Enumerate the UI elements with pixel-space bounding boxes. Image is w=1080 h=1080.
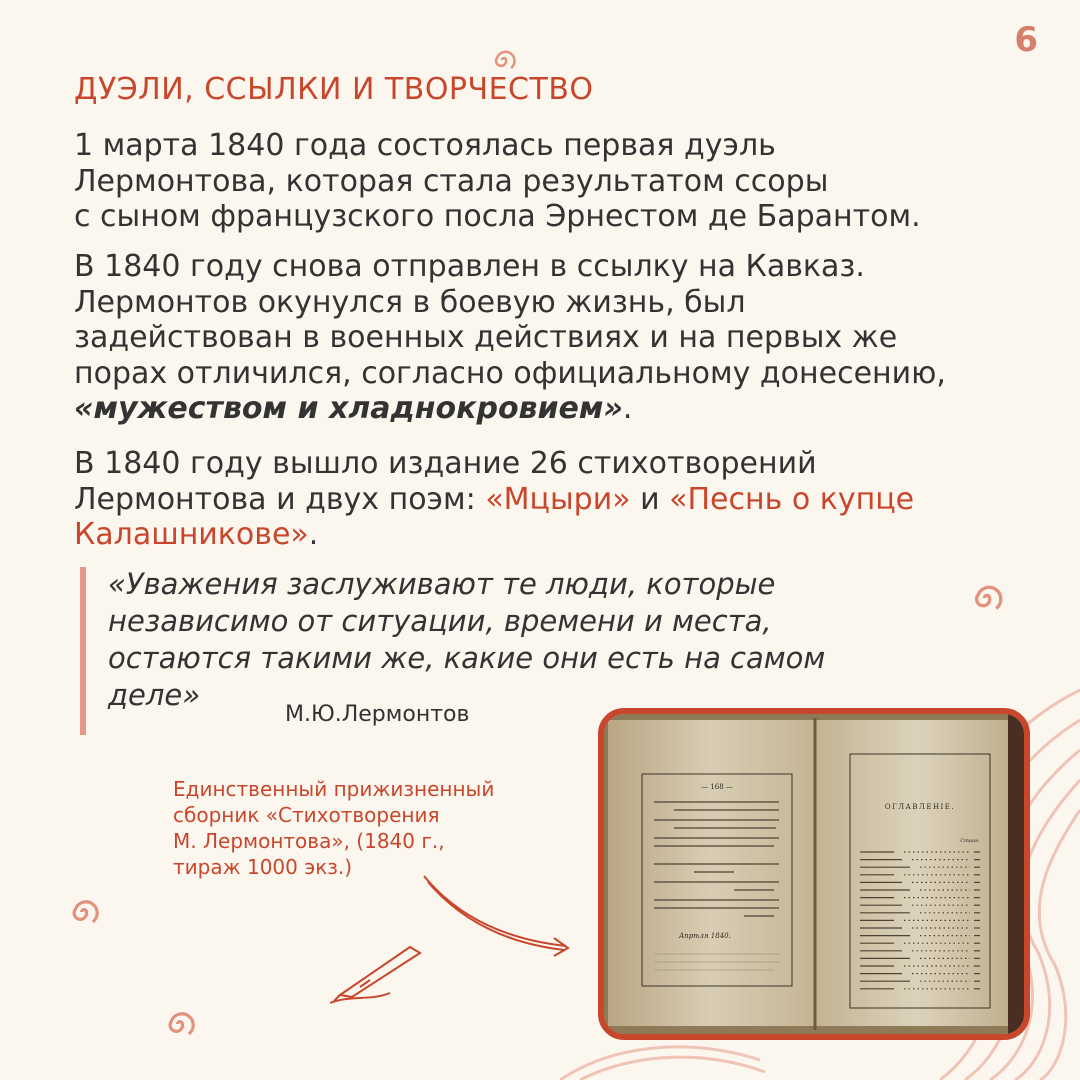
text-line: Лермонтов окунулся в боевую жизнь, был — [74, 284, 746, 320]
quote-bar — [80, 567, 86, 735]
quote-line: деле» — [108, 678, 201, 712]
book-photo — [598, 708, 1030, 1040]
text-line: 1 марта 1840 года состоялась первая дуэль — [74, 128, 776, 163]
text-line: Лермонтова, которая стала результатом ссоры — [74, 163, 829, 199]
book-contents-column: Стран. — [960, 838, 980, 844]
paragraph-duel — [74, 128, 1054, 235]
book-page-number: — 168 — — [701, 783, 733, 791]
slide-title: ДУЭЛИ, ССЫЛКИ И ТВОРЧЕСТВО — [74, 72, 594, 107]
caption-line: Единственный прижизненный — [173, 777, 495, 801]
quote-author: М.Ю.Лермонтов — [285, 702, 470, 727]
text-line: с сыном французского посла Эрнестом де Барантом. — [74, 199, 921, 234]
text-line — [74, 391, 1054, 427]
text-line: В 1840 году снова отправлен в ссылку на Кавказ. — [74, 249, 865, 284]
open-book-image — [604, 714, 1024, 1034]
text-line: порах отличился, согласно официальному донесению, — [74, 355, 946, 391]
text-fragment: и — [630, 481, 670, 517]
quote-line: остаются такими же, какие они есть на самом — [108, 641, 826, 675]
photo-caption — [173, 776, 573, 880]
book-contents-heading: ОГЛАВЛЕНІЕ. — [884, 803, 956, 811]
quill-pen-icon — [330, 935, 430, 1005]
period: . — [308, 517, 319, 552]
text-line: В 1840 году вышло издание 26 стихотворений — [74, 446, 817, 481]
text-line: задействован в военных действиях и на первых же — [74, 320, 898, 355]
text-line — [74, 517, 1054, 553]
quote-line: «Уважения заслуживают те люди, которые — [108, 567, 776, 601]
poem-title-mtsyri: «Мцыри» — [485, 481, 631, 517]
spiral-icon — [64, 892, 104, 932]
page-number: 6 — [1014, 20, 1038, 60]
book-page-date: Апрѣля 1840. — [679, 932, 731, 940]
caption-line: сборник «Стихотворения — [173, 803, 440, 827]
caption-line: тираж 1000 экз.) — [173, 855, 353, 879]
paragraph-publication — [74, 446, 1054, 553]
poem-title-kalashnikov-cont: Калашникове» — [74, 517, 309, 552]
text-fragment: Лермонтова и двух поэм: — [74, 481, 486, 517]
quote-line: независимо от ситуации, времени и места, — [108, 604, 772, 638]
spiral-icon — [160, 1004, 200, 1044]
quote-text — [108, 566, 988, 714]
paragraph-exile — [74, 249, 1054, 427]
emphasis-text: «мужеством и хладнокровием» — [74, 391, 623, 426]
poem-title-kalashnikov: «Песнь о купце — [669, 481, 915, 517]
caption-line: М. Лермонтова», (1840 г., — [173, 829, 445, 853]
arrow-icon — [420, 870, 580, 960]
text-line — [74, 482, 1054, 518]
period: . — [622, 391, 633, 426]
